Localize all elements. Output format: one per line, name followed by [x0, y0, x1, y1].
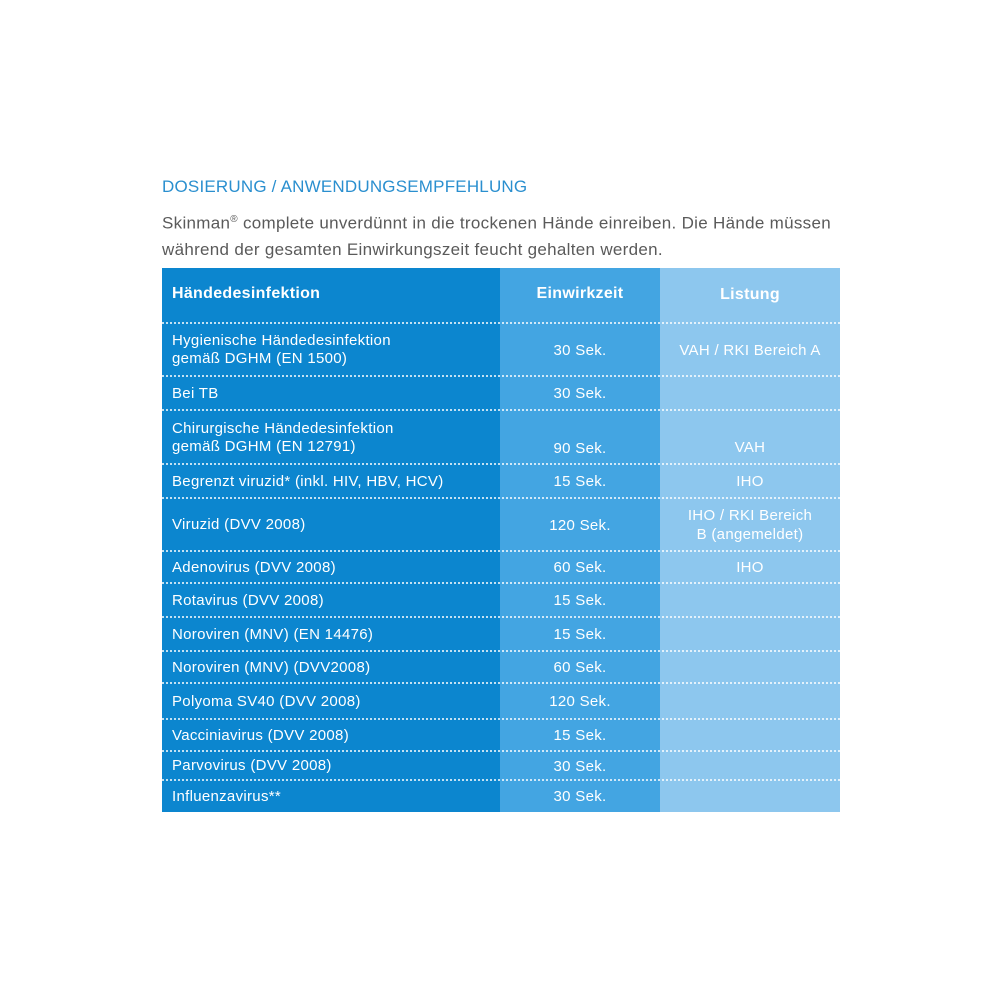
row-time: 15 Sek.	[553, 626, 607, 643]
dosage-table	[162, 268, 840, 812]
table-row	[162, 779, 840, 812]
row-label: Parvovirus (DVV 2008)	[172, 757, 332, 774]
row-time: 60 Sek.	[553, 659, 607, 676]
table-row	[162, 718, 840, 751]
row-listing	[660, 499, 840, 551]
row-listing-line: IHO / RKI Bereich	[687, 507, 813, 524]
row-listing	[660, 752, 840, 780]
row-listing: IHO	[736, 559, 764, 576]
table-header-row	[162, 268, 840, 320]
row-label: Noroviren (MNV) (DVV2008)	[172, 658, 371, 676]
table-row	[162, 550, 840, 583]
row-label-line: gemäß DGHM (EN 12791)	[172, 437, 356, 455]
table-row	[162, 616, 840, 651]
row-label: Influenzavirus**	[172, 787, 282, 805]
row-time: 90 Sek.	[553, 440, 607, 457]
table-row	[162, 750, 840, 780]
table-row	[162, 650, 840, 683]
header-listing: Listung	[720, 285, 780, 303]
row-label	[172, 324, 494, 376]
row-label-line: Hygienische Händedesinfektion	[172, 332, 391, 349]
row-time: 30 Sek.	[553, 757, 607, 775]
row-listing: VAH / RKI Bereich A	[679, 341, 821, 359]
row-listing: IHO	[736, 473, 764, 490]
table-row	[162, 682, 840, 719]
row-listing	[660, 720, 840, 751]
row-time: 30 Sek.	[553, 788, 607, 805]
table-row	[162, 375, 840, 410]
row-time: 30 Sek.	[553, 341, 607, 359]
row-listing-line: B (angemeldet)	[696, 526, 804, 543]
row-label: Bei TB	[172, 384, 219, 402]
row-time: 60 Sek.	[553, 559, 607, 576]
row-label-line: Chirurgische Händedesinfektion	[172, 419, 394, 437]
row-time: 120 Sek.	[549, 516, 611, 534]
row-listing	[660, 652, 840, 683]
row-time: 15 Sek.	[553, 473, 607, 490]
row-label: Rotavirus (DVV 2008)	[172, 591, 324, 609]
row-label: Vacciniavirus (DVV 2008)	[172, 726, 349, 744]
intro-paragraph	[162, 207, 852, 263]
table-row	[162, 582, 840, 617]
row-listing	[660, 618, 840, 651]
header-disinfection: Händedesinfektion	[172, 285, 321, 302]
row-time: 30 Sek.	[553, 385, 607, 402]
row-label: Adenovirus (DVV 2008)	[172, 558, 336, 576]
section-heading: DOSIERUNG / ANWENDUNGSEMPFEHLUNG	[162, 177, 528, 196]
table-row	[162, 497, 840, 551]
row-label	[172, 411, 494, 464]
table-row	[162, 322, 840, 376]
row-listing	[660, 584, 840, 617]
row-listing: VAH	[734, 439, 766, 456]
row-time: 120 Sek.	[549, 693, 611, 710]
intro-text: complete unverdünnt in die trockenen Hände einreiben. Die Hände müssen während der gesamten Einwirkungszeit feucht gehalten werden.	[162, 213, 831, 259]
header-time: Einwirkzeit	[536, 285, 624, 302]
row-label: Begrenzt viruzid* (inkl. HIV, HBV, HCV)	[172, 472, 444, 490]
row-label-line: gemäß DGHM (EN 1500)	[172, 350, 348, 367]
row-listing	[660, 377, 840, 410]
row-listing	[660, 781, 840, 812]
row-time: 15 Sek.	[553, 592, 607, 609]
row-listing	[660, 684, 840, 719]
table-row	[162, 463, 840, 498]
row-label: Polyoma SV40 (DVV 2008)	[172, 692, 361, 710]
row-label: Viruzid (DVV 2008)	[172, 516, 306, 533]
intro-reg-mark: ®	[230, 214, 238, 225]
row-time: 15 Sek.	[553, 727, 607, 744]
row-label: Noroviren (MNV) (EN 14476)	[172, 625, 374, 643]
intro-brand: Skinman	[162, 213, 231, 233]
table-row	[162, 409, 840, 464]
